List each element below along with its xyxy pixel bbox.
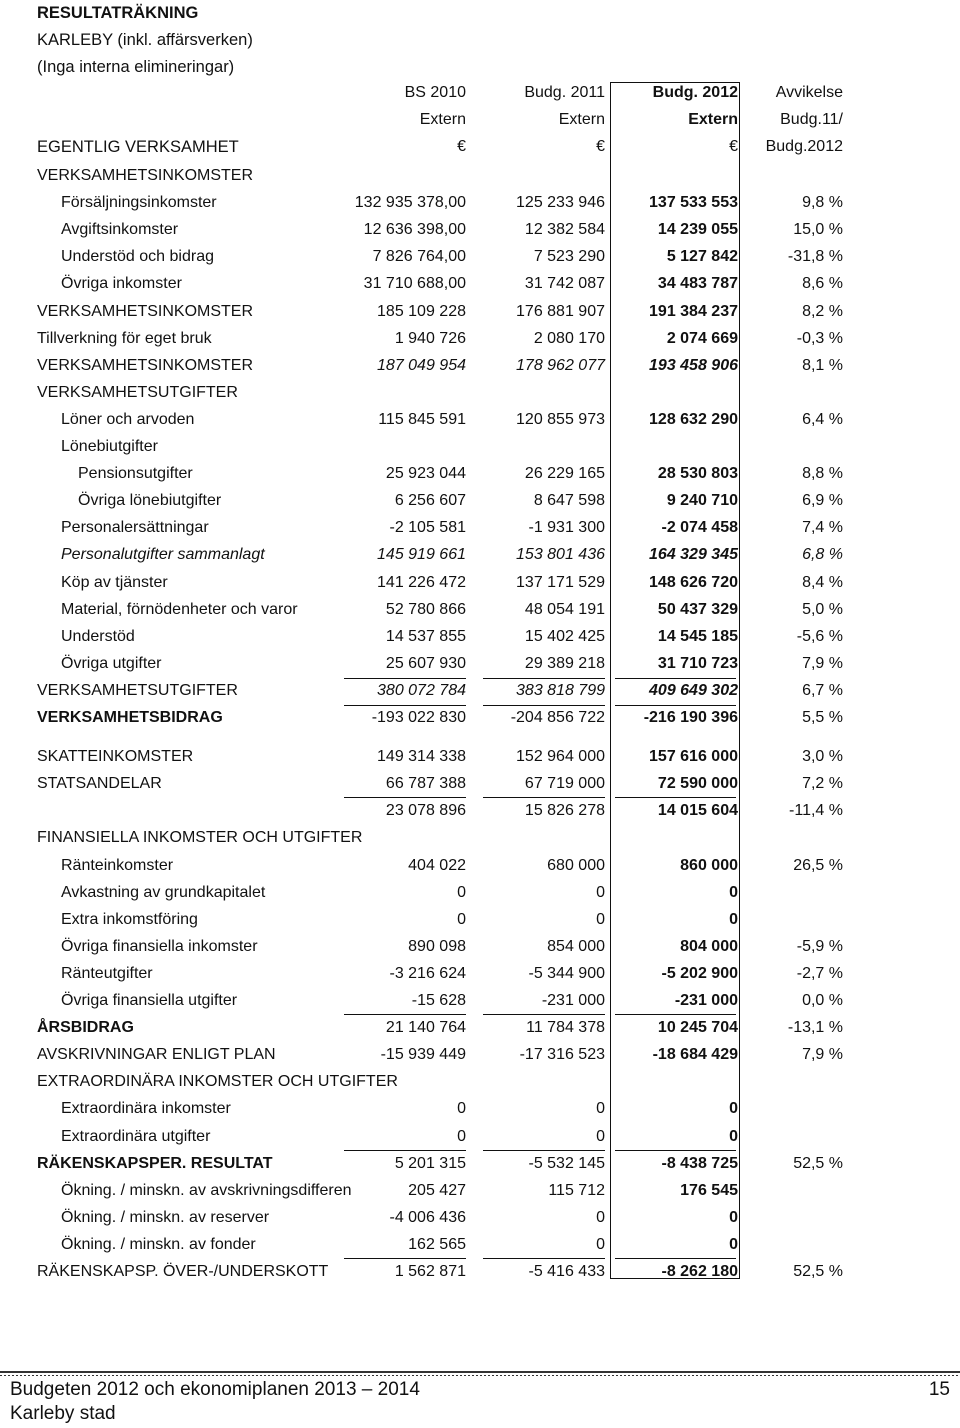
table-row [0,244,960,270]
table-row [0,190,960,216]
table-row [0,853,960,879]
row-label: Personalutgifter sammanlagt [61,546,265,563]
table-row [0,934,960,960]
cell-budg2011: 0 [596,1209,605,1226]
row-label: Övriga finansiella inkomster [61,938,258,955]
cell-budg2011: 0 [596,1128,605,1145]
col2-unit: € [596,138,605,155]
cell-deviation: 7,4 % [802,519,843,536]
table-row [0,798,960,824]
table-row [0,651,960,677]
table-row [0,1042,960,1068]
cell-deviation: -13,1 % [787,1019,843,1036]
sum-line [344,678,466,679]
table-row [0,326,960,352]
col4-subheader: Budg.11/ [780,111,843,128]
cell-budg2012: 2 074 669 [666,330,738,347]
cell-budg2012: 193 458 906 [649,357,738,374]
cell-bs2010: -2 105 581 [389,519,466,536]
col3-subheader: Extern [688,111,738,128]
sum-line [483,705,605,706]
table-row [0,380,960,406]
col1-subheader: Extern [419,111,466,128]
table-row [0,570,960,596]
row-label: RÄKENSKAPSPER. RESULTAT [37,1155,273,1172]
cell-budg2012: 128 632 290 [649,411,738,428]
table-row [0,515,960,541]
cell-budg2012: -8 438 725 [661,1155,738,1172]
cell-bs2010: 23 078 896 [385,802,466,819]
footer-title: Budgeten 2012 och ekonomiplanen 2013 – 2014 [10,1379,420,1400]
cell-bs2010: 7 826 764,00 [372,248,466,265]
sum-line [483,678,605,679]
row-label: VERKSAMHETSINKOMSTER [37,303,254,320]
cell-budg2012: 5 127 842 [666,248,738,265]
table-row [0,907,960,933]
cell-bs2010: 66 787 388 [385,775,466,792]
cell-bs2010: 1 940 726 [394,330,466,347]
cell-deviation: 6,7 % [802,682,843,699]
cell-budg2011: 0 [596,911,605,928]
footer-organization: Karleby stad [10,1403,116,1424]
row-label: Ökning. / minskn. av fonder [61,1236,256,1253]
cell-deviation: 6,4 % [802,411,843,428]
cell-budg2012: 50 437 329 [657,601,738,618]
cell-budg2011: -1 931 300 [528,519,605,536]
cell-budg2012: -8 262 180 [661,1263,738,1280]
row-label: VERKSAMHETSUTGIFTER [37,682,238,699]
cell-budg2012: 0 [729,884,738,901]
row-label: Ränteinkomster [61,857,174,874]
cell-bs2010: 0 [457,884,466,901]
cell-deviation: -2,7 % [796,965,843,982]
cell-budg2012: 148 626 720 [649,574,738,591]
cell-deviation: 8,8 % [802,465,843,482]
table-row [0,988,960,1014]
row-label: AVSKRIVNINGAR ENLIGT PLAN [37,1046,276,1063]
row-label: Avgiftsinkomster [61,221,179,238]
row-label: EXTRAORDINÄRA INKOMSTER OCH UTGIFTER [37,1073,398,1090]
cell-deviation: 6,8 % [802,546,843,563]
cell-budg2012: 157 616 000 [649,748,738,765]
table-row [0,705,960,731]
table-row [0,1259,960,1285]
cell-deviation: 3,0 % [802,748,843,765]
cell-bs2010: 145 919 661 [377,546,466,563]
table-row [0,744,960,770]
cell-bs2010: 141 226 472 [377,574,466,591]
cell-deviation: 52,5 % [793,1155,843,1172]
report-entity: KARLEBY (inkl. affärsverken) [37,31,253,49]
row-label: Material, förnödenheter och varor [61,601,298,618]
cell-budg2011: -5 532 145 [528,1155,605,1172]
cell-budg2012: 14 015 604 [657,802,738,819]
row-label: Övriga lönebiutgifter [78,492,222,509]
cell-budg2011: 120 855 973 [516,411,605,428]
table-row [0,825,960,851]
row-label: Extraordinära inkomster [61,1100,231,1117]
cell-budg2012: 0 [729,911,738,928]
cell-budg2012: -5 202 900 [661,965,738,982]
table-row [0,217,960,243]
cell-budg2011: 26 229 165 [524,465,605,482]
cell-budg2012: 0 [729,1128,738,1145]
cell-bs2010: 115 845 591 [378,411,466,428]
table-row [0,1069,960,1095]
col3-header: Budg. 2012 [652,84,738,101]
row-label: Löner och arvoden [61,411,195,428]
cell-deviation: -0,3 % [796,330,843,347]
cell-budg2012: 409 649 302 [649,682,738,699]
table-row [0,488,960,514]
cell-budg2011: -5 416 433 [528,1263,605,1280]
row-label: STATSANDELAR [37,775,162,792]
row-label: Understöd och bidrag [61,248,214,265]
cell-bs2010: 132 935 378,00 [354,194,466,211]
cell-budg2012: -216 190 396 [643,709,738,726]
cell-budg2012: 34 483 787 [657,275,738,292]
cell-budg2012: 28 530 803 [657,465,738,482]
cell-budg2012: 10 245 704 [657,1019,738,1036]
cell-budg2011: 176 881 907 [516,303,605,320]
cell-deviation: 5,0 % [802,601,843,618]
row-label: Lönebiutgifter [61,438,158,455]
cell-bs2010: 185 109 228 [377,303,466,320]
cell-bs2010: 21 140 764 [385,1019,466,1036]
cell-deviation: 6,9 % [802,492,843,509]
cell-budg2012: 31 710 723 [657,655,738,672]
cell-budg2012: -231 000 [674,992,738,1009]
cell-budg2011: 383 818 799 [516,682,605,699]
cell-deviation: 5,5 % [802,709,843,726]
cell-bs2010: 52 780 866 [385,601,466,618]
cell-deviation: 7,9 % [802,1046,843,1063]
row-label: Tillverkning för eget bruk [37,330,212,347]
cell-bs2010: -193 022 830 [371,709,466,726]
cell-bs2010: 890 098 [408,938,466,955]
row-label: VERKSAMHETSINKOMSTER [37,167,254,184]
sum-line [615,678,736,679]
cell-bs2010: 404 022 [408,857,466,874]
cell-budg2011: 67 719 000 [524,775,605,792]
cell-budg2012: 14 545 185 [657,628,738,645]
cell-budg2012: 0 [729,1100,738,1117]
sum-line [344,705,466,706]
cell-bs2010: 380 072 784 [377,682,466,699]
cell-bs2010: 149 314 338 [377,748,466,765]
cell-budg2011: 11 784 378 [526,1019,605,1036]
cell-bs2010: -15 628 [411,992,466,1009]
col2-header: Budg. 2011 [524,84,605,101]
cell-deviation: 8,2 % [802,303,843,320]
row-label: Ökning. / minskn. av reserver [61,1209,270,1226]
section-label: EGENTLIG VERKSAMHET [37,138,239,156]
row-label: Ränteutgifter [61,965,153,982]
cell-bs2010: 187 049 954 [377,357,466,374]
cell-budg2012: 72 590 000 [657,775,738,792]
col1-unit: € [457,138,466,155]
cell-budg2011: 7 523 290 [533,248,605,265]
cell-bs2010: 162 565 [408,1236,466,1253]
table-row [0,434,960,460]
row-label: RÄKENSKAPSP. ÖVER-/UNDERSKOTT [37,1263,329,1280]
cell-deviation: -31,8 % [787,248,843,265]
cell-budg2012: -2 074 458 [661,519,738,536]
row-label: Pensionsutgifter [78,465,193,482]
cell-deviation: 8,6 % [802,275,843,292]
cell-bs2010: 12 636 398,00 [363,221,466,238]
table-row [0,353,960,379]
table-row [0,163,960,189]
table-row [0,461,960,487]
cell-budg2011: 2 080 170 [533,330,605,347]
cell-budg2011: 31 742 087 [524,275,605,292]
report-note: (Inga interna elimineringar) [37,58,235,76]
table-row [0,271,960,297]
cell-budg2011: 153 801 436 [516,546,605,563]
cell-bs2010: 14 537 855 [385,628,466,645]
cell-bs2010: 0 [457,1100,466,1117]
cell-budg2011: -204 856 722 [510,709,605,726]
col3-unit: € [729,138,738,155]
cell-budg2011: 152 964 000 [516,748,605,765]
cell-budg2011: 0 [596,884,605,901]
cell-bs2010: 6 256 607 [394,492,466,509]
cell-budg2012: -18 684 429 [652,1046,738,1063]
row-label: Ökning. / minskn. av avskrivningsdifferen [61,1182,352,1199]
cell-bs2010: 0 [457,1128,466,1145]
cell-budg2011: 115 712 [548,1182,605,1199]
cell-budg2011: 854 000 [547,938,605,955]
cell-budg2011: 15 402 425 [524,628,605,645]
cell-budg2012: 860 000 [680,857,738,874]
cell-budg2011: 680 000 [547,857,605,874]
cell-budg2011: 137 171 529 [516,574,605,591]
cell-deviation: -5,9 % [796,938,843,955]
cell-budg2011: -17 316 523 [519,1046,605,1063]
row-label: VERKSAMHETSINKOMSTER [37,357,254,374]
row-label: Understöd [61,628,135,645]
cell-deviation: -11,4 % [789,802,843,819]
cell-bs2010: 1 562 871 [394,1263,466,1280]
cell-budg2011: -231 000 [541,992,605,1009]
table-row [0,597,960,623]
col1-header: BS 2010 [404,84,466,101]
cell-budg2012: 191 384 237 [649,303,738,320]
table-row [0,1232,960,1258]
table-row [0,880,960,906]
row-label: Övriga utgifter [61,655,162,672]
cell-deviation: 8,1 % [802,357,843,374]
cell-budg2012: 14 239 055 [657,221,738,238]
cell-budg2011: 12 382 584 [524,221,605,238]
row-label: ÅRSBIDRAG [37,1019,134,1036]
cell-budg2012: 804 000 [680,938,738,955]
row-label: VERKSAMHETSUTGIFTER [37,384,238,401]
cell-budg2011: 15 826 278 [524,802,605,819]
cell-deviation: 7,9 % [802,655,843,672]
cell-budg2011: 48 054 191 [524,601,605,618]
row-label: Extra inkomstföring [61,911,198,928]
cell-budg2012: 9 240 710 [666,492,738,509]
row-label: SKATTEINKOMSTER [37,748,194,765]
row-label: Försäljningsinkomster [61,194,217,211]
table-row [0,678,960,704]
cell-deviation: -5,6 % [796,628,843,645]
cell-budg2012: 164 329 345 [649,546,738,563]
cell-bs2010: 5 201 315 [394,1155,466,1172]
cell-deviation: 7,2 % [802,775,843,792]
cell-budg2011: 125 233 946 [516,194,605,211]
row-label: Köp av tjänster [61,574,168,591]
col4-header: Avvikelse [775,84,843,101]
cell-budg2011: 0 [596,1100,605,1117]
row-label: Övriga inkomster [61,275,182,292]
row-label: Extraordinära utgifter [61,1128,211,1145]
table-row [0,542,960,568]
cell-deviation: 0,0 % [802,992,843,1009]
row-label: VERKSAMHETSBIDRAG [37,709,223,726]
cell-deviation: 15,0 % [793,221,843,238]
table-row [0,771,960,797]
cell-budg2012: 176 545 [680,1182,738,1199]
cell-deviation: 9,8 % [802,194,843,211]
footer-rule [0,1371,960,1373]
cell-budg2011: 29 389 218 [524,655,605,672]
table-row [0,407,960,433]
table-row [0,299,960,325]
cell-bs2010: -3 216 624 [389,965,466,982]
row-label: Övriga finansiella utgifter [61,992,238,1009]
table-row [0,1124,960,1150]
table-row [0,1151,960,1177]
row-label: Avkastning av grundkapitalet [61,884,266,901]
cell-budg2011: -5 344 900 [528,965,605,982]
page-number: 15 [928,1379,950,1400]
table-row [0,1178,960,1204]
row-label: Personalersättningar [61,519,209,536]
table-row [0,961,960,987]
cell-budg2011: 178 962 077 [516,357,605,374]
cell-bs2010: 0 [457,911,466,928]
cell-deviation: 8,4 % [802,574,843,591]
col2-subheader: Extern [558,111,605,128]
col4-unit: Budg.2012 [765,138,843,155]
row-label: FINANSIELLA INKOMSTER OCH UTGIFTER [37,829,363,846]
cell-bs2010: 25 923 044 [385,465,466,482]
sum-line [615,705,736,706]
cell-bs2010: 25 607 930 [385,655,466,672]
cell-deviation: 52,5 % [793,1263,843,1280]
cell-budg2012: 0 [729,1209,738,1226]
table-row [0,624,960,650]
table-row [0,1205,960,1231]
cell-budg2012: 0 [729,1236,738,1253]
cell-bs2010: -15 939 449 [380,1046,466,1063]
report-title: RESULTATRÄKNING [37,4,199,22]
cell-budg2012: 137 533 553 [649,194,738,211]
cell-budg2011: 8 647 598 [533,492,605,509]
table-row [0,1015,960,1041]
footer-dotted-rule [0,1375,960,1376]
cell-budg2011: 0 [596,1236,605,1253]
cell-deviation: 26,5 % [793,857,843,874]
cell-bs2010: -4 006 436 [389,1209,466,1226]
cell-bs2010: 205 427 [408,1182,466,1199]
cell-bs2010: 31 710 688,00 [363,275,466,292]
table-row [0,1096,960,1122]
